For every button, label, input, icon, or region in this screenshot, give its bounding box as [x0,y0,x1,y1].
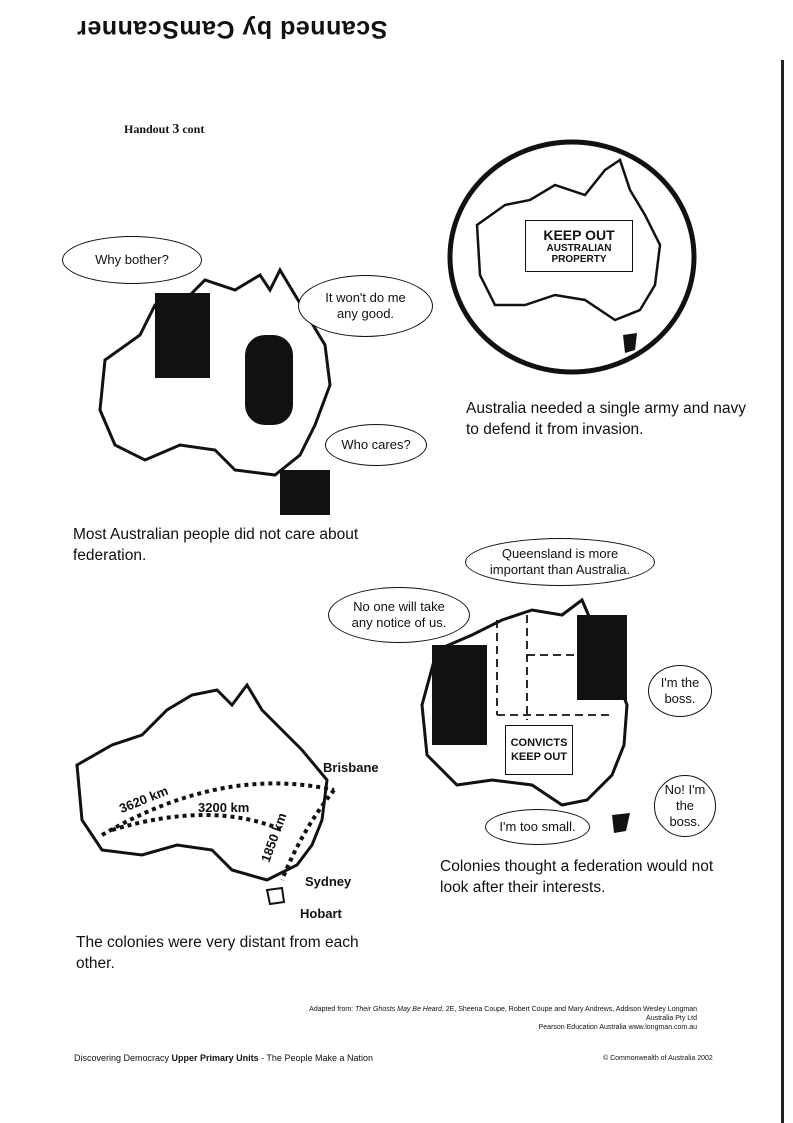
handout-word: Handout [124,122,170,136]
footer-series: Discovering Democracy [74,1053,170,1063]
speech-bubble: Who cares? [325,424,427,466]
caption-apathy: Most Australian people did not care about federation. [73,526,359,564]
sign-subtitle: AUSTRALIAN PROPERTY [546,243,612,265]
speech-bubble: Queensland is more important than Australia. [465,538,655,586]
credit-title: Their Ghosts May Be Heard [355,1006,442,1013]
caption-distance: The colonies were very distant from each other. [76,934,359,972]
speech-bubble: Why bother? [62,236,202,284]
handout-number: 3 [172,122,180,137]
source-credit [290,1005,697,1032]
credit-rest: , 2E, Sheena Coupe, Robert Coupe and Mary Andrews, Addison Wesley Longman Australia Pty Ltd [441,1006,697,1022]
convicts-sign: CONVICTS KEEP OUT [505,725,573,775]
caption-interests: Colonies thought a federation would not look after their interests. [440,858,714,896]
figure-middle-icon [245,335,293,425]
page-edge-line [781,60,784,1123]
speech-bubble: No! I'm the boss. [654,775,716,837]
city-label-hobart: Hobart [300,906,342,921]
credit-prefix: Adapted from: [309,1006,354,1013]
figure-queensland-icon [577,615,627,700]
footer-units: Upper Primary Units [171,1053,259,1063]
footer-unit-title: - The People Make a Nation [261,1053,373,1063]
handout-label [124,122,204,138]
keep-out-sign [525,220,633,272]
figure-west-icon [432,645,487,745]
city-label-brisbane: Brisbane [323,760,379,775]
speech-bubble: I'm too small. [485,809,590,845]
speech-bubble: It won't do me any good. [298,275,433,337]
credit-publisher: Pearson Education Australia www.longman.com.au [538,1024,697,1031]
speech-bubble: No one will take any notice of us. [328,587,470,643]
distance-map-illustration [72,680,352,905]
footer-copyright: © Commonwealth of Australia 2002 [603,1055,713,1062]
scanner-watermark: Scanned by CamScanner [76,15,388,43]
figure-south-icon [280,470,330,515]
city-label-sydney: Sydney [305,874,352,889]
distance-label: 1850 km [257,810,290,865]
caption-defence: Australia needed a single army and navy to defend it from invasion. [466,400,747,438]
figure-left-icon [155,293,210,378]
distance-label: 3200 km [198,800,250,815]
speech-bubble: I'm the boss. [648,665,712,717]
footer-left [74,1053,373,1063]
sign-title: KEEP OUT [543,227,615,243]
distance-label: 3620 km [117,782,171,817]
handout-suffix: cont [182,122,205,136]
